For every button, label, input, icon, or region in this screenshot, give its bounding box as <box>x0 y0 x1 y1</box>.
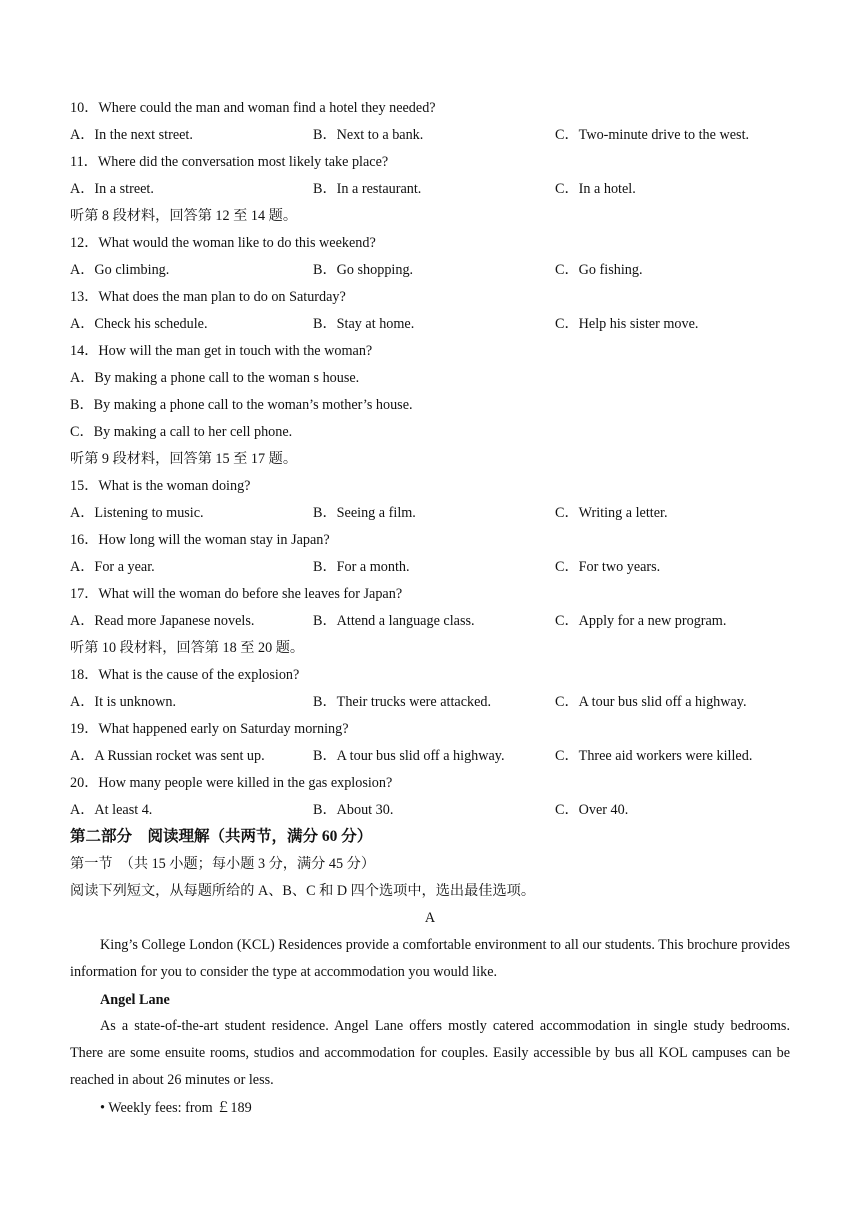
q10-option-c: C．Two-minute drive to the west. <box>555 127 750 143</box>
q17-option-c: C．Apply for a new program. <box>555 613 727 629</box>
question-19: 19．What happened early on Saturday morning? <box>70 721 349 737</box>
question-12: 12．What would the woman like to do this weekend? <box>70 235 376 251</box>
question-18: 18．What is the cause of the explosion? <box>70 667 300 683</box>
q18-option-c: C．A tour bus slid off a highway. <box>555 694 747 710</box>
q17-option-a: A．Read more Japanese novels. <box>70 613 255 629</box>
angel-lane-title: Angel Lane <box>100 992 170 1008</box>
q10-option-b: B．Next to a bank. <box>313 127 424 143</box>
q16-option-c: C．For two years. <box>555 559 661 575</box>
part-2-heading: 第二部分 阅读理解（共两节，满分 60 分） <box>70 828 373 845</box>
q20-option-b: B．About 30. <box>313 802 394 818</box>
question-13: 13．What does the man plan to do on Saturday? <box>70 289 346 305</box>
question-11: 11．Where did the conversation most likely take place? <box>70 154 389 170</box>
q14-option-a: A．By making a phone call to the woman s house. <box>70 370 360 386</box>
q10-option-a: A．In the next street. <box>70 127 193 143</box>
q16-option-b: B．For a month. <box>313 559 410 575</box>
q19-option-a: A．A Russian rocket was sent up. <box>70 748 265 764</box>
q14-option-b: B．By making a phone call to the woman’s mother’s house. <box>70 397 413 413</box>
q13-option-a: A．Check his schedule. <box>70 316 208 332</box>
angel-lane-text: As a state-of-the-art student residence. Angel Lane offers mostly catered accommodation in single study bedrooms. There are some ensuite rooms, studios and accommodation for couples. Easily accessible by bus all KOL campuses can be reached in about 26 minutes or less. <box>70 1018 790 1088</box>
q11-option-a: A．In a street. <box>70 181 154 197</box>
q12-option-a: A．Go climbing. <box>70 262 170 278</box>
q13-option-c: C．Help his sister move. <box>555 316 699 332</box>
reading-instruction: 阅读下列短文，从每题所给的 A、B、C 和 D 四个选项中，选出最佳选项。 <box>70 883 536 899</box>
question-10: 10．Where could the man and woman find a hotel they needed? <box>70 100 436 116</box>
q11-option-c: C．In a hotel. <box>555 181 636 197</box>
passage-intro: King’s College London (KCL) Residences provide a comfortable environment to all our students. This brochure provides information for you to consider the type at accommodation you would like. <box>70 937 790 980</box>
section-10-instruction: 听第 10 段材料，回答第 18 至 20 题。 <box>70 640 305 656</box>
q15-option-b: B．Seeing a film. <box>313 505 416 521</box>
passage-letter: A <box>424 910 436 926</box>
q17-option-b: B．Attend a language class. <box>313 613 475 629</box>
q20-option-a: A．At least 4. <box>70 802 153 818</box>
question-15: 15．What is the woman doing? <box>70 478 251 494</box>
q12-option-c: C．Go fishing. <box>555 262 643 278</box>
section-9-instruction: 听第 9 段材料，回答第 15 至 17 题。 <box>70 451 298 467</box>
q20-option-c: C．Over 40. <box>555 802 629 818</box>
q15-option-a: A．Listening to music. <box>70 505 204 521</box>
question-14: 14．How will the man get in touch with the woman? <box>70 343 373 359</box>
weekly-fees: • Weekly fees: from ￡189 <box>100 1100 252 1116</box>
q11-option-b: B．In a restaurant. <box>313 181 422 197</box>
q14-option-c: C．By making a call to her cell phone. <box>70 424 293 440</box>
question-16: 16．How long will the woman stay in Japan? <box>70 532 330 548</box>
q18-option-a: A．It is unknown. <box>70 694 177 710</box>
q18-option-b: B．Their trucks were attacked. <box>313 694 492 710</box>
q13-option-b: B．Stay at home. <box>313 316 415 332</box>
q15-option-c: C．Writing a letter. <box>555 505 668 521</box>
question-20: 20．How many people were killed in the gas explosion? <box>70 775 393 791</box>
section-8-instruction: 听第 8 段材料，回答第 12 至 14 题。 <box>70 208 298 224</box>
q19-option-b: B．A tour bus slid off a highway. <box>313 748 505 764</box>
q12-option-b: B．Go shopping. <box>313 262 414 278</box>
question-17: 17．What will the woman do before she leaves for Japan? <box>70 586 403 602</box>
q19-option-c: C．Three aid workers were killed. <box>555 748 753 764</box>
q16-option-a: A．For a year. <box>70 559 155 575</box>
section-1-line: 第一节 （共 15 小题；每小题 3 分，满分 45 分） <box>70 856 376 872</box>
